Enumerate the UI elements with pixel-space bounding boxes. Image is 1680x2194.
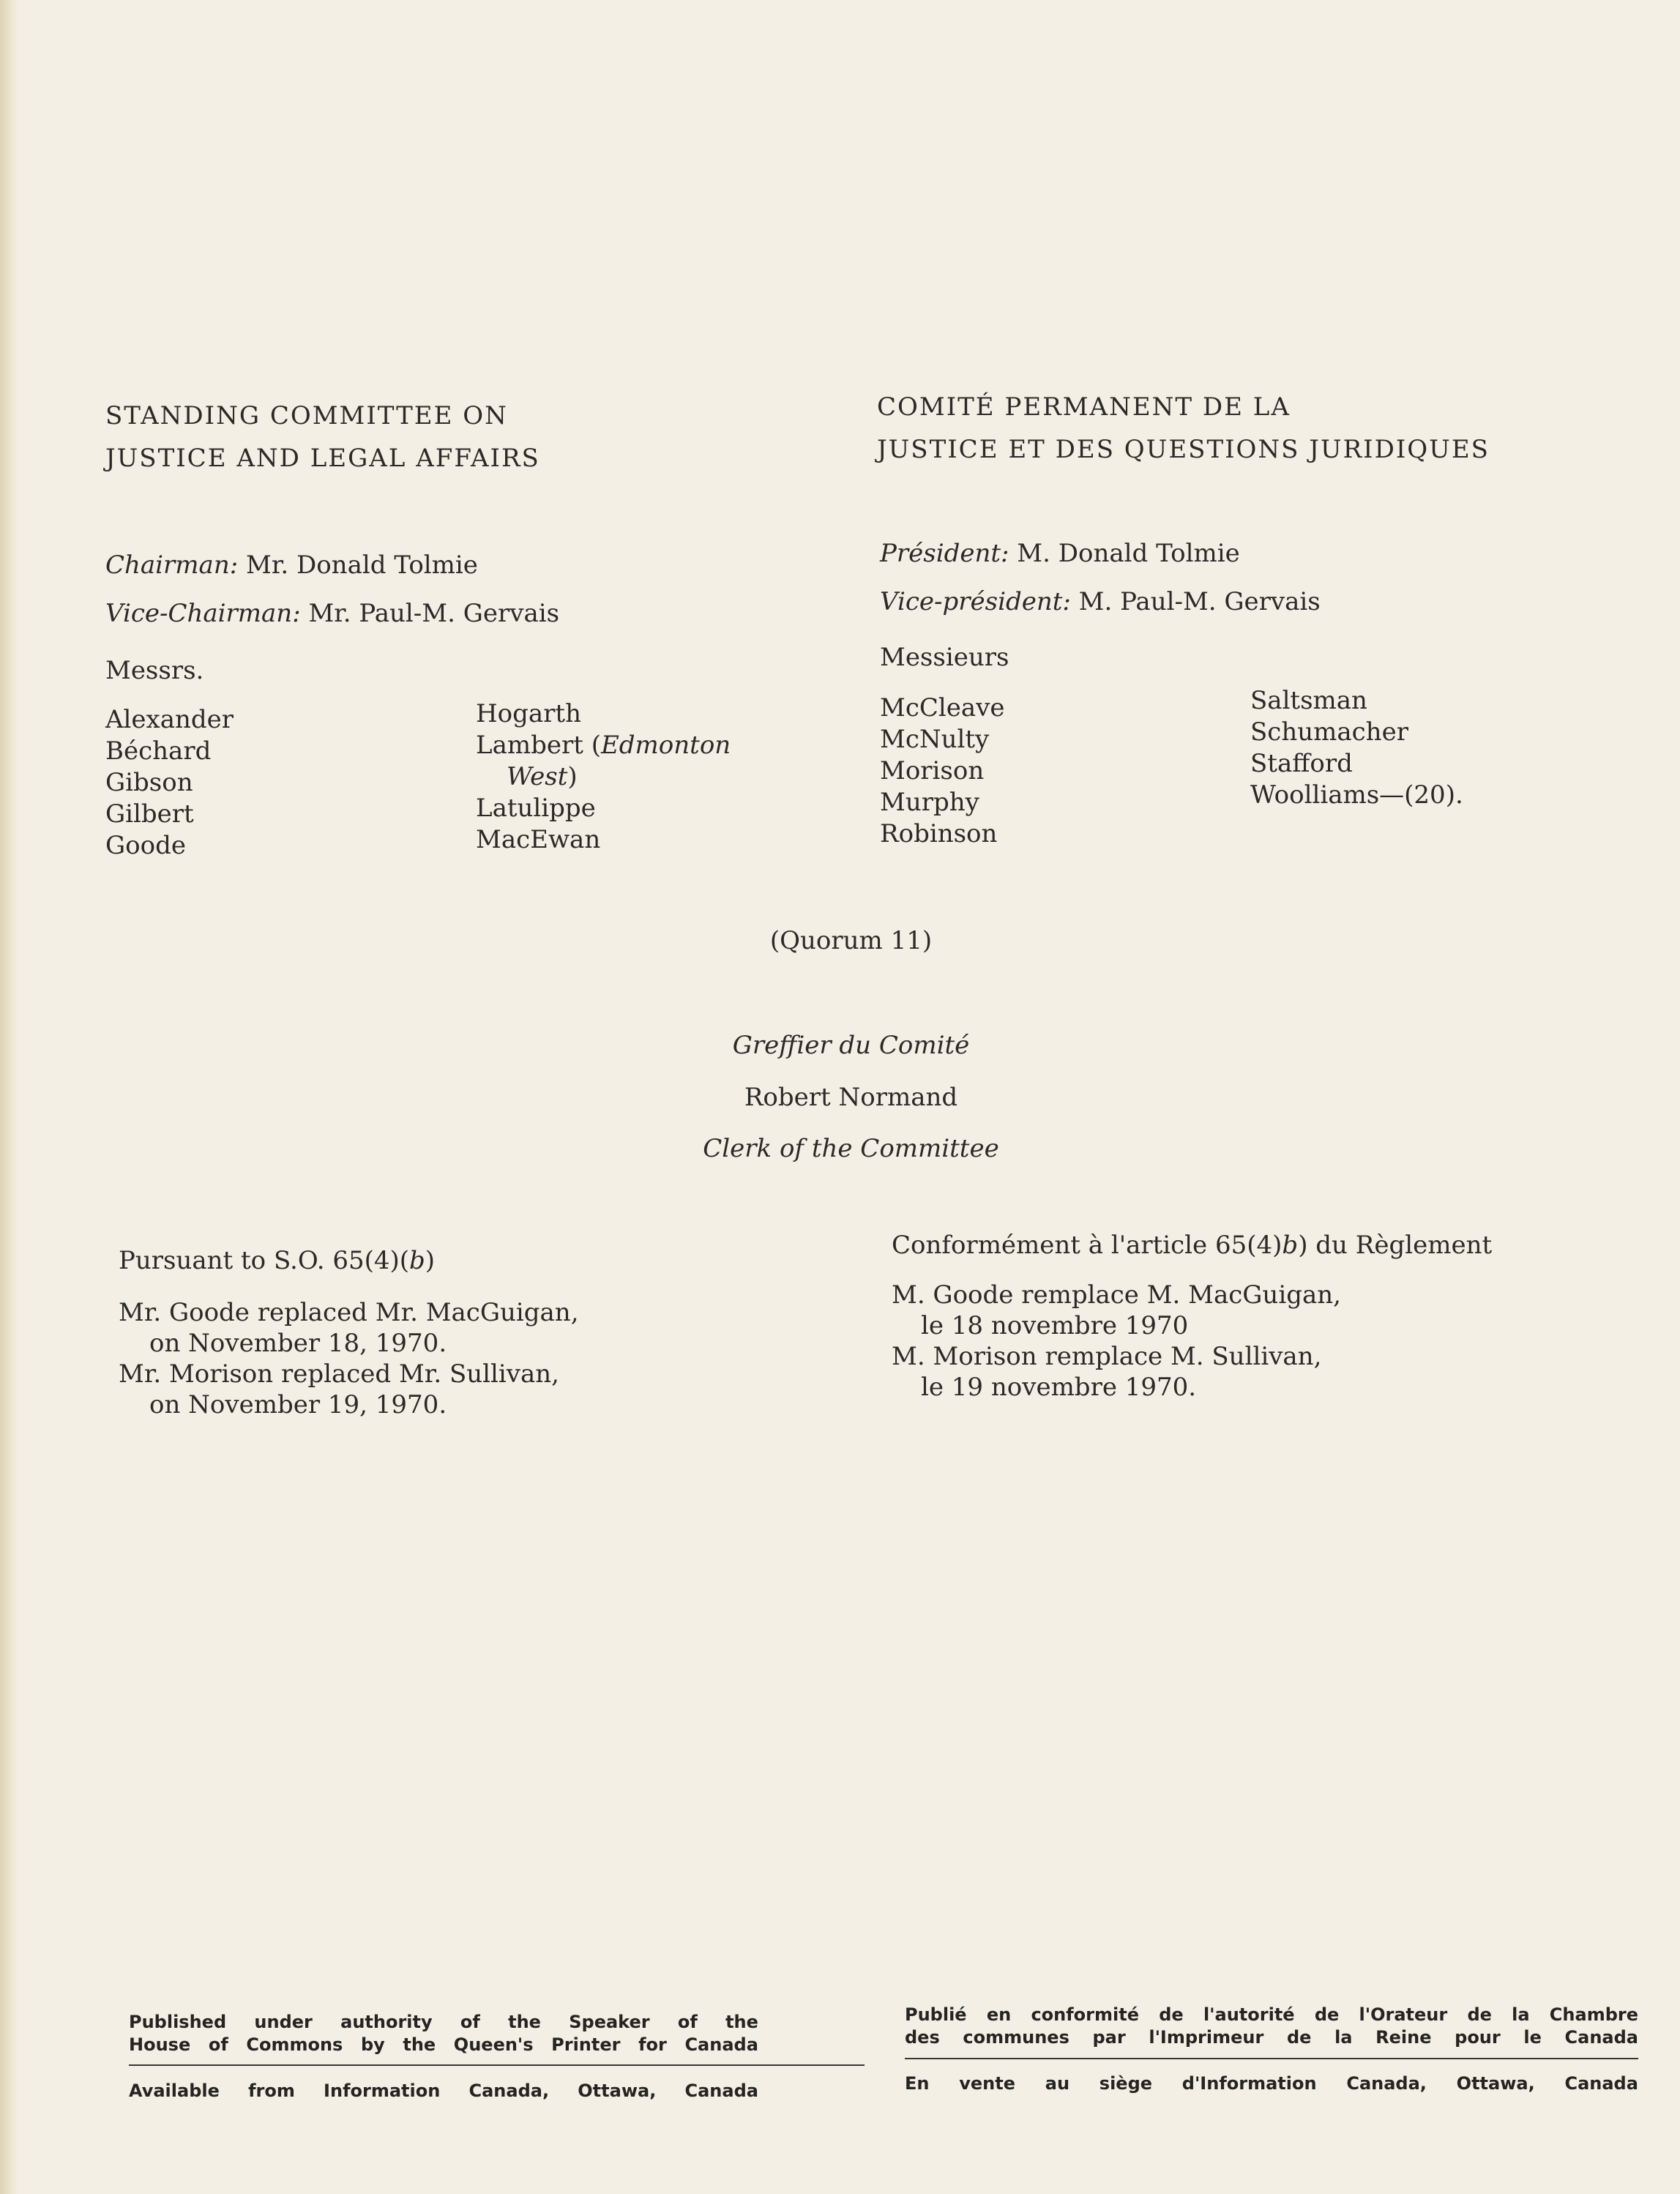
vice-chairman-line (105, 597, 559, 630)
member-name: McNulty (880, 725, 990, 754)
footer-line: House of Commons by the Queen's Printer for Canada (129, 2034, 758, 2055)
pursuant-en: Pursuant to S.O. 65(4)(b) (119, 1246, 436, 1275)
replacement-line: le 19 novembre 1970. (921, 1373, 1197, 1402)
replacement-line: M. Goode remplace M. MacGuigan, (892, 1280, 1341, 1310)
member-name: Schumacher (1250, 717, 1408, 747)
replacement-line: on November 19, 1970. (149, 1390, 447, 1419)
replacement-line: M. Morison remplace M. Sullivan, (892, 1342, 1322, 1371)
members-en-col-1 (105, 704, 234, 862)
committee-title-en-line-2: JUSTICE AND LEGAL AFFAIRS (105, 444, 540, 473)
clerk-title-fr: Greffier du Comité (732, 1031, 970, 1060)
quorum: (Quorum 11) (769, 926, 933, 955)
members-en-col-2 (476, 698, 731, 856)
clerk-title-en: Clerk of the Committee (703, 1134, 999, 1163)
vice-president-line (880, 586, 1321, 618)
member-name: Béchard (105, 736, 212, 766)
replacement-line: on November 18, 1970. (149, 1329, 447, 1358)
vice-chairman-name: Mr. Paul-M. Gervais (308, 599, 560, 628)
member-name: Robinson (880, 819, 998, 848)
member-name: Murphy (880, 788, 979, 817)
footer-published-fr (905, 2004, 1638, 2049)
member-name: Alexander (105, 705, 234, 734)
pursuant-fr: Conformément à l'article 65(4)b) du Règlement (892, 1231, 1493, 1260)
member-name: Latulippe (476, 794, 596, 823)
committee-title-fr-line-2: JUSTICE ET DES QUESTIONS JURIDIQUES (877, 435, 1490, 464)
clerk-name: Robert Normand (744, 1083, 958, 1112)
footer-line: Published under authority of the Speaker of the (129, 2012, 758, 2032)
chairman-name: Mr. Donald Tolmie (246, 551, 478, 580)
replacement-line: Mr. Goode replaced Mr. MacGuigan, (119, 1298, 579, 1327)
vice-president-name: M. Paul-M. Gervais (1078, 587, 1321, 616)
member-name: Gibson (105, 768, 193, 797)
replacements-en (119, 1297, 579, 1420)
replacement-line: Mr. Morison replaced Mr. Sullivan, (119, 1359, 559, 1389)
replacement-line: le 18 novembre 1970 (921, 1311, 1189, 1340)
chairman-label: Chairman: (105, 551, 239, 580)
president-label: Président: (880, 539, 1009, 568)
footer-line: Publié en conformité de l'autorité de l'Orateur de la Chambre (905, 2004, 1638, 2025)
member-name: Goode (105, 831, 186, 860)
member-name: Woolliams—(20). (1250, 780, 1463, 810)
member-name: Morison (880, 756, 985, 786)
members-label-en: Messrs. (105, 656, 204, 685)
committee-title-en-line-1: STANDING COMMITTEE ON (105, 401, 508, 430)
member-name: MacEwan (476, 825, 601, 854)
replacements-fr (892, 1280, 1341, 1403)
vice-chairman-label: Vice-Chairman: (105, 599, 301, 628)
member-name: Hogarth (476, 699, 581, 728)
footer-line: des communes par l'Imprimeur de la Reine pour le Canada (905, 2027, 1638, 2048)
footer-available-fr: En vente au siège d'Information Canada, Ottawa, Canada (905, 2073, 1638, 2094)
member-name: Stafford (1250, 749, 1353, 778)
members-label-fr: Messieurs (880, 643, 1009, 672)
president-name: M. Donald Tolmie (1017, 539, 1240, 568)
members-fr-col-2 (1250, 685, 1463, 811)
committee-title-en (105, 395, 540, 480)
member-name: Gilbert (105, 799, 194, 829)
footer-published-en (129, 2011, 758, 2056)
vice-president-label: Vice-président: (880, 587, 1071, 616)
chairman-line (105, 549, 478, 581)
member-name: McCleave (880, 693, 1005, 723)
member-name-lambert: Lambert (Edmonton (476, 731, 731, 760)
members-fr-col-1 (880, 693, 1004, 850)
committee-title-fr-line-1: COMITÉ PERMANENT DE LA (877, 392, 1291, 422)
footer-rule-en (129, 2064, 865, 2066)
member-riding-continuation: West) (507, 762, 578, 791)
footer-rule-fr (905, 2058, 1638, 2059)
president-line (880, 537, 1240, 570)
member-name: Saltsman (1250, 686, 1367, 715)
committee-title-fr (877, 386, 1490, 471)
footer-available-en: Available from Information Canada, Ottawa, Canada (129, 2081, 758, 2101)
